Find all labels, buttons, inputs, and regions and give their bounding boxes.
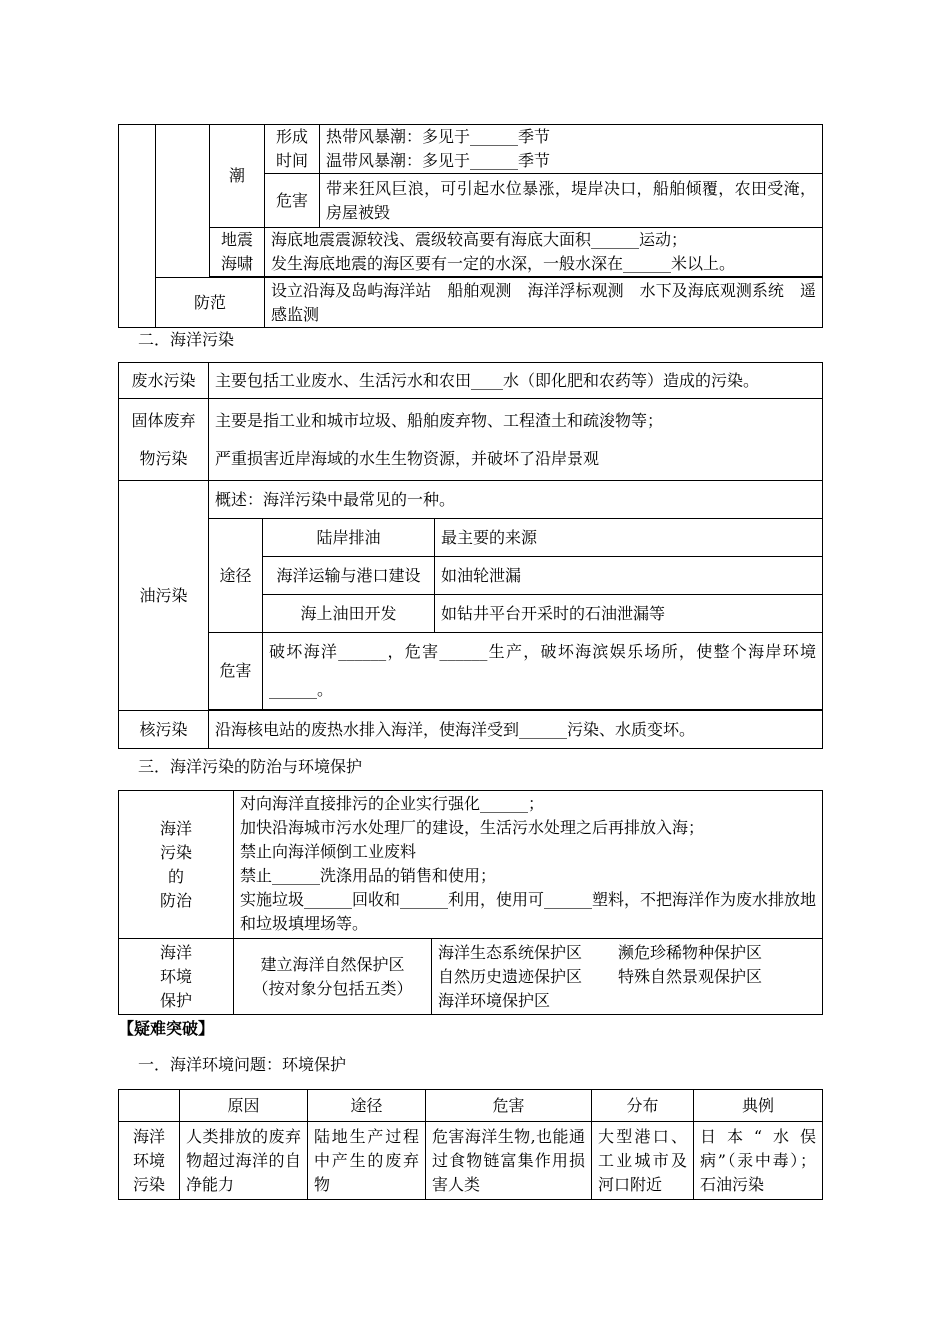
control-measures: 对向海洋直接排污的企业实行强化______； 加快沿海城市污水处理厂的建设，生活污水处理之后再排放入海； 禁止向海洋倾倒工业废料 禁止______洗涤用品的销售和使用； 实施垃圾______回收和______利用，使用可______塑料，不把海洋作为废水排放地和垃圾填埋场等。 (234, 791, 823, 939)
header-cell: 途径 (308, 1090, 426, 1122)
reserve-types (432, 939, 823, 1015)
tide-label: 潮 (210, 125, 265, 228)
example-cell: 日本“水俣病”（汞中毒）；石油污染 (694, 1122, 823, 1200)
tsunami-text: 海底地震震源较浅、震级较高要有海底大面积______运动； 发生海底地震的海区要有一定的水深，一般水深在______米以上。 (265, 228, 823, 277)
wastewater-text: 主要包括工业废水、生活污水和农田____水（即化肥和农药等）造成的污染。 (209, 363, 823, 399)
control-label: 海洋 污染 的 防治 (119, 791, 234, 939)
inner-left-cell (156, 125, 210, 278)
oil-overview: 概述：海洋污染中最常见的一种。 (209, 481, 823, 519)
oil-hazard-text: 破坏海洋______，危害______生产，破坏海滨娱乐场所，使整个海岸环境______。 (263, 633, 823, 710)
nuclear-label: 核污染 (119, 711, 209, 749)
reserve-type: 海洋环境保护区 (438, 990, 551, 1010)
prevention-text: 设立沿海及岛屿海洋站 船舶观测 海洋浮标观测 水下及海底观测系统 遥感监测 (265, 278, 823, 328)
route-desc: 如油轮泄漏 (435, 557, 823, 595)
reserve-type: 海洋生态系统保护区 (438, 942, 583, 962)
table-natural-disasters (118, 124, 823, 328)
route-source: 陆岸排油 (263, 519, 435, 557)
section-3-title: 三．海洋污染的防治与环境保护 (138, 757, 363, 776)
header-cell: 原因 (180, 1090, 308, 1122)
protect-label: 海洋 环境 保护 (119, 939, 234, 1015)
route-desc: 如钻井平台开采时的石油泄漏等 (435, 595, 823, 633)
section-4-title: 一．海洋环境问题：环境保护 (138, 1055, 347, 1074)
header-cell: 分布 (592, 1090, 694, 1122)
table-marine-pollution (118, 362, 823, 749)
cause-cell: 人类排放的废弃物超过海洋的自净能力 (180, 1122, 308, 1200)
difficulty-title: 【疑难突破】 (118, 1019, 215, 1038)
hazard-label: 危害 (265, 174, 320, 228)
solid-waste-label: 固体废弃 物污染 (119, 399, 209, 481)
reserve-title: 建立海洋自然保护区 （按对象分包括五类） (234, 939, 432, 1015)
distribution-cell: 大型港口、工业城市及河口附近 (592, 1122, 694, 1200)
route-cell: 陆地生产过程中产生的废弃物 (308, 1122, 426, 1200)
header-cell (119, 1090, 180, 1122)
table-pollution-control (118, 790, 823, 1015)
prevention-label: 防范 (156, 278, 265, 328)
outer-left-cell (119, 125, 156, 328)
section-2-title: 二．海洋污染 (138, 330, 235, 349)
tsunami-label: 地震 海啸 (210, 228, 265, 277)
nuclear-text: 沿海核电站的废热水排入海洋，使海洋受到______污染、水质变坏。 (209, 711, 823, 749)
reserve-type: 濒危珍稀物种保护区 (618, 942, 763, 962)
reserve-type: 自然历史遗迹保护区 (438, 966, 583, 986)
route-source: 海洋运输与港口建设 (263, 557, 435, 595)
route-label: 途径 (209, 519, 263, 633)
hazard-cell: 危害海洋生物,也能通过食物链富集作用损害人类 (426, 1122, 592, 1200)
row-label: 海洋 环境 污染 (119, 1122, 180, 1200)
formation-time-text: 热带风暴潮：多见于______季节 温带风暴潮：多见于______季节 (320, 125, 823, 174)
route-source: 海上油田开发 (263, 595, 435, 633)
route-desc: 最主要的来源 (435, 519, 823, 557)
formation-time-label: 形成 时间 (265, 125, 320, 174)
oil-pollution-label: 油污染 (119, 481, 209, 711)
reserve-type: 特殊自然景观保护区 (618, 966, 763, 986)
oil-hazard-label: 危害 (209, 633, 263, 710)
wastewater-label: 废水污染 (119, 363, 209, 399)
header-cell: 典例 (694, 1090, 823, 1122)
header-cell: 危害 (426, 1090, 592, 1122)
table-marine-environment (118, 1089, 823, 1200)
solid-waste-text: 主要是指工业和城市垃圾、船舶废弃物、工程渣土和疏浚物等； 严重损害近岸海域的水生生物资源，并破坏了沿岸景观 (209, 399, 823, 481)
hazard-text: 带来狂风巨浪，可引起水位暴涨，堤岸决口，船舶倾覆，农田受淹，房屋被毁 (320, 174, 823, 228)
